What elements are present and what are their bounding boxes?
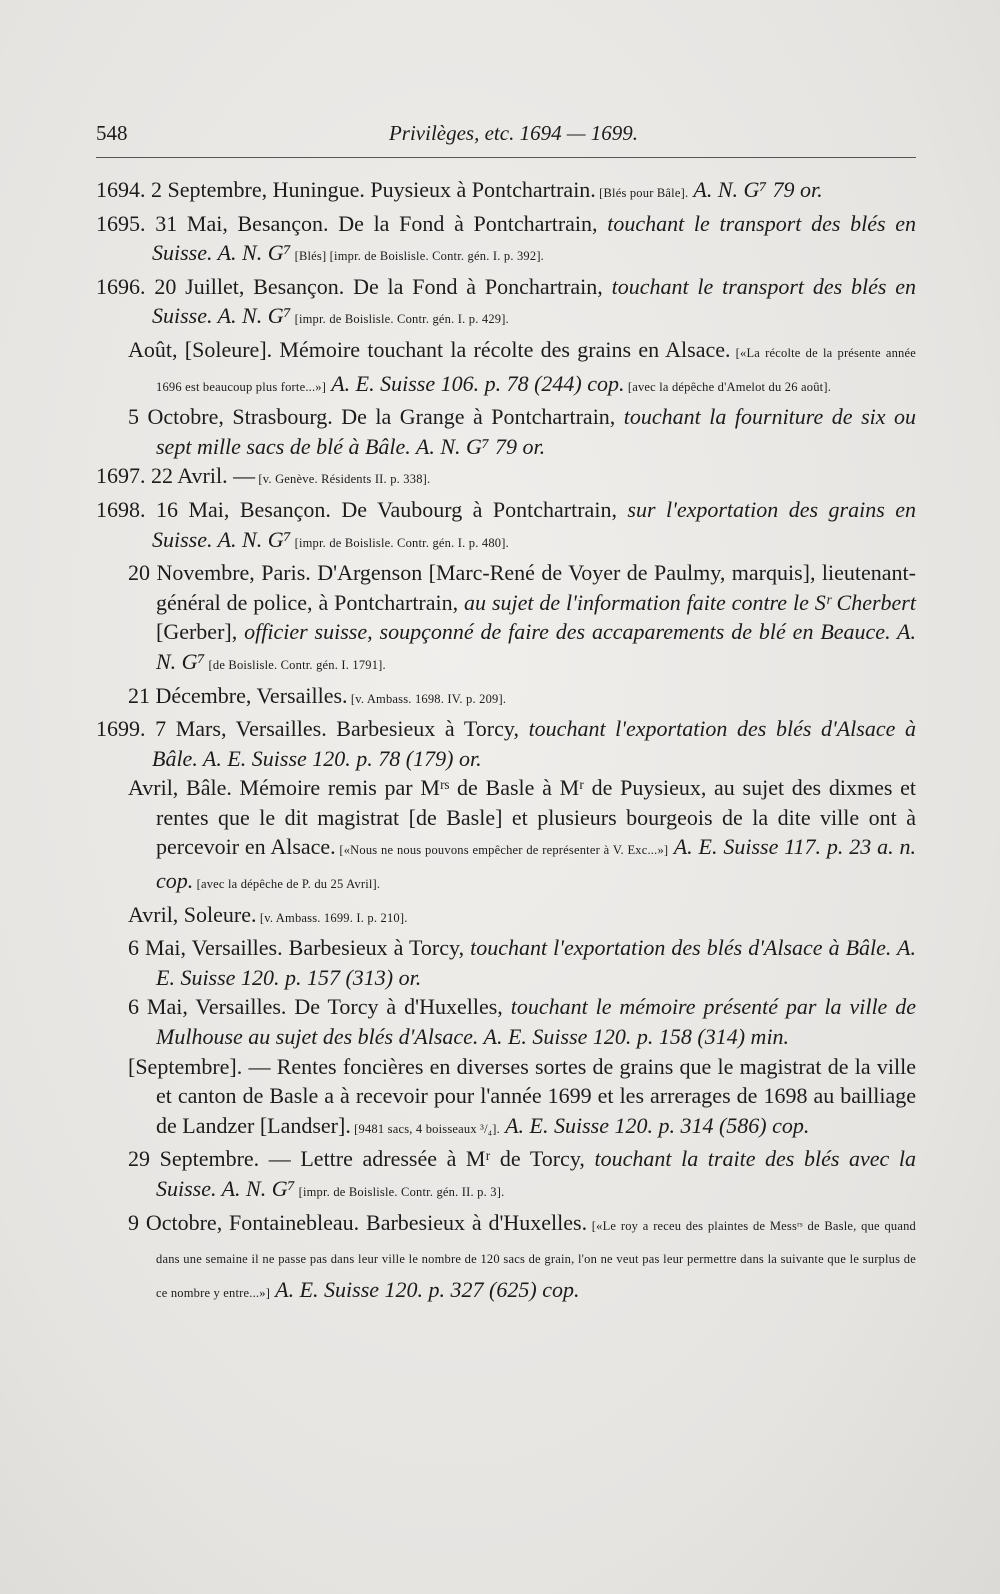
- header-rule: [96, 157, 916, 158]
- entry-subject: touchant le transport des blés en Suisse. A. N. G⁷: [152, 273, 916, 329]
- calendar-entry: [96, 175, 916, 209]
- entry-head: 6 Mai, Versailles. Barbesieux à Torcy,: [128, 935, 465, 961]
- calendar-entry: [96, 933, 916, 992]
- entries-list: [96, 175, 916, 1308]
- page-header: [96, 121, 911, 155]
- entry-head: 20 Novembre, Paris. D'Argenson [Marc-René de Voyer de Paulmy, marquis], lieutenant-général de police, à Pontchartrain,: [128, 560, 916, 615]
- calendar-entry: [96, 1144, 916, 1207]
- entry-note: [impr. de Boislisle. Contr. gén. I. p. 480].: [291, 535, 509, 550]
- entry-note: [avec la dépêche de P. du 25 Avril].: [193, 877, 381, 892]
- entry-head: 6 Mai, Versailles. De Torcy à d'Huxelles,: [128, 994, 503, 1020]
- entry-note: [Blés pour Bâle].: [595, 186, 689, 200]
- entry-note: [«Nous ne nous pouvons empêcher de représenter à V. Exc...»]: [335, 843, 669, 858]
- calendar-entry: [96, 461, 916, 495]
- entry-subject: au sujet de l'information faite contre le Sʳ Cherbert: [458, 589, 916, 615]
- entry-note: [impr. de Boislisle. Contr. gén. I. p. 429].: [291, 312, 509, 327]
- entry-head: 1696. 20 Juillet, Besançon. De la Fond à Ponchartrain,: [96, 273, 603, 299]
- entry-subject: touchant le transport des blés en Suisse. A. N. G⁷: [152, 210, 916, 266]
- entry-head: 1697. 22 Avril. —: [96, 463, 256, 489]
- entry-note: [v. Genève. Résidents II. p. 338].: [255, 472, 431, 487]
- entry-subject: touchant la traite des blés avec la Suisse. A. N. G⁷: [156, 1146, 916, 1201]
- entry-head: Août, [Soleure]. Mémoire touchant la récolte des grains en Alsace.: [128, 336, 731, 362]
- calendar-entry: [96, 402, 916, 461]
- entry-head: [Gerber],: [156, 619, 238, 645]
- entry-head: 21 Décembre, Versailles.: [128, 682, 348, 708]
- entry-subject: touchant l'exportation des blés d'Alsace à Bâle. A. E. Suisse 120. p. 78 (179) or.: [152, 716, 916, 771]
- entry-ref: A. E. Suisse 120. p. 314 (586) cop.: [500, 1112, 810, 1138]
- entry-note: [«La récolte de la présente année 1696 est beaucoup plus forte...»]: [156, 345, 916, 394]
- calendar-entry: [96, 773, 916, 899]
- entry-ref: A. N. G⁷ 79 or.: [688, 177, 823, 202]
- entry-note: [«Le roy a receu des plaintes de Messʳˢ de Basle, que quand dans une semaine il ne passe pas dans leur ville le nombre de 120 sacs de grain, l'on ne veut pas leur permettre dans la suivante que le surplus de ce nombre y entre...»]: [156, 1218, 916, 1300]
- entry-subject: touchant la fourniture de six ou sept mille sacs de blé à Bâle. A. N. G⁷ 79 or.: [156, 404, 916, 459]
- entry-head: Avril, Bâle. Mémoire remis par Mʳˢ de Basle à Mʳ de Puysieux, au sujet des dixmes et rentes que le dit magistrat [de Basle] et plusieurs bourgeois de la dite ville ont à percevoir en Alsace.: [128, 775, 916, 860]
- entry-head: 5 Octobre, Strasbourg. De la Grange à Pontchartrain,: [128, 404, 616, 430]
- calendar-entry: [96, 992, 916, 1051]
- calendar-entry: [96, 335, 916, 402]
- calendar-entry: [96, 714, 916, 773]
- calendar-entry: [96, 1208, 916, 1309]
- entry-head: 9 Octobre, Fontainebleau. Barbesieux à d'Huxelles.: [128, 1209, 588, 1235]
- calendar-entry: [96, 495, 916, 558]
- calendar-entry: [96, 900, 916, 934]
- entry-note: [impr. de Boislisle. Contr. gén. II. p. 3].: [295, 1185, 505, 1199]
- entry-note: [de Boislisle. Contr. gén. I. 1791].: [205, 657, 386, 672]
- calendar-entry: [96, 558, 916, 680]
- entry-head: Avril, Soleure.: [128, 901, 257, 927]
- entry-head: 1698. 16 Mai, Besançon. De Vaubourg à Pontchartrain,: [96, 496, 617, 522]
- entry-note: [Blés] [impr. de Boislisle. Contr. gén. I. p. 392].: [291, 249, 545, 264]
- entry-note: [9481 sacs, 4 boisseaux ³/₄].: [350, 1121, 500, 1136]
- entry-note: [avec la dépêche d'Amelot du 26 août].: [624, 379, 832, 394]
- page-number: 548: [96, 121, 128, 145]
- entry-head: 1695. 31 Mai, Besançon. De la Fond à Pontchartrain,: [96, 210, 598, 236]
- entry-ref: A. E. Suisse 106. p. 78 (244) cop.: [326, 370, 625, 396]
- entry-head: [Septembre]. — Rentes foncières en diverses sortes de grains que le magistrat de la ville et canton de Basle a à recevoir pour l'année 1699 et les arrerages de 1698 au bailliage de Landzer [Landser].: [128, 1053, 916, 1138]
- entry-head: 29 Septembre. — Lettre adressée à Mʳ de Torcy,: [128, 1146, 585, 1172]
- entry-subject: officier suisse, soupçonné de faire des accaparements de blé en Beauce. A. N. G⁷: [156, 619, 916, 674]
- calendar-entry: [96, 681, 916, 715]
- entry-subject: sur l'exportation des grains en Suisse. A. N. G⁷: [152, 496, 916, 552]
- calendar-entry: [96, 272, 916, 335]
- entry-head: 1699. 7 Mars, Versailles. Barbesieux à Torcy,: [96, 716, 519, 742]
- calendar-entry: [96, 209, 916, 272]
- entry-head: 1694. 2 Septembre, Huningue. Puysieux à Pontchartrain.: [96, 177, 596, 202]
- entry-note: [v. Ambass. 1698. IV. p. 209].: [347, 691, 507, 706]
- calendar-entry: [96, 1052, 916, 1145]
- entry-subject: touchant le mémoire présenté par la ville de Mulhouse au sujet des blés d'Alsace. A. E. Suisse 120. p. 158 (314) min.: [156, 994, 917, 1050]
- entry-note: [v. Ambass. 1699. I. p. 210].: [256, 910, 408, 925]
- running-title: Privilèges, etc. 1694 — 1699.: [388, 121, 639, 145]
- entry-subject: touchant l'exportation des blés d'Alsace à Bâle. A. E. Suisse 120. p. 157 (313) or.: [156, 935, 916, 990]
- entry-ref: A. E. Suisse 117. p. 23 a. n. cop.: [156, 834, 916, 894]
- entry-ref: A. E. Suisse 120. p. 327 (625) cop.: [270, 1276, 580, 1302]
